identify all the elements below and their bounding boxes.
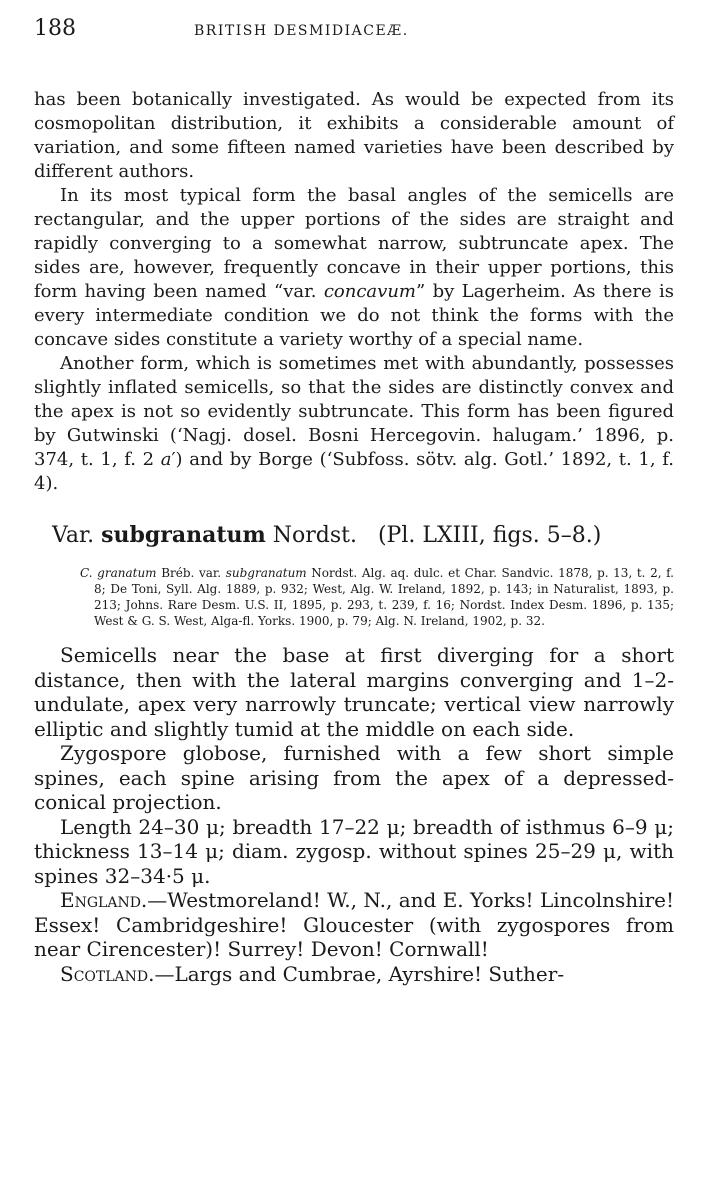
ref-variety-name: subgranatum (225, 566, 307, 580)
paragraph-typical-form (34, 184, 674, 352)
ref-species-name: C. granatum (80, 566, 157, 580)
localities-england: —Westmoreland! W., N., and E. Yorks! Lincolnshire! Essex! Cambridgeshire! Gloucester (with zygospores from near Cirencester)! Surrey! Devon! Cornwall! (34, 888, 674, 961)
region-label-england: England. (60, 888, 148, 912)
variety-heading (52, 520, 674, 551)
plate-reference: (Pl. LXIII, figs. 5–8.) (377, 523, 602, 548)
variety-author: Nordst. (272, 523, 357, 548)
zygospore-description: Zygospore globose, furnished with a few short simple spines, each spine arising from the apex of a depressed-conical projection. (34, 741, 674, 814)
paragraph-text: ′) and by Borge (‘Subfoss. sötv. alg. Gotl.’ 1892, t. 1, f. 4). (34, 449, 674, 494)
localities-scotland: —Largs and Cumbrae, Ayrshire! Suther- (154, 961, 565, 986)
running-title: BRITISH DESMIDIACEÆ. (194, 23, 409, 39)
variety-prefix: Var. (52, 523, 95, 548)
paragraph-text: Another form, which is sometimes met with abundantly, possesses slightly inflated semicells, so that the sides are distinctly convex and the apex is not so evidently subtruncate. This form has been figured by Gutwinski (‘Nagj. dosel. Bosni Hercegovin. halugam.’ 1896, p. 374, t. 1, f. 2 (34, 353, 674, 470)
distribution-england (34, 888, 674, 962)
paragraph-text: In its most typical form the basal angles of the semicells are rectangular, and the upper portions of the sides are straight and rapidly converging to a somewhat narrow, subtruncate apex. The sides are, however, frequently concave in their upper portions, this form having been named “var. (34, 185, 674, 302)
bibliographic-references (80, 565, 674, 629)
paragraph-text: ” by Lagerheim. As there is every intermediate condition we do not think the forms with the concave sides constitute a variety worthy of a special name. (34, 281, 674, 350)
ref-text: Nordst. Alg. aq. dulc. et Char. Sandvic. 1878, p. 13, t. 2, f. 8; De Toni, Syll. Alg. 1889, p. 932; West, Alg. W. Ireland, 1892, p. 143; in Naturalist, 1893, p. 213; Johns. Rare Desm. U.S. II, 1895, p. 293, t. 239, f. 16; Nordst. Index Desm. 1896, p. 135; West & G. S. West, Alga-fl. Yorks. 1900, p. 79; Alg. N. Ireland, 1902, p. 32. (94, 566, 674, 628)
paragraph-inflated-form (34, 352, 674, 496)
paragraph-text: has been botanically investigated. As would be expected from its cosmopolitan distribution, it exhibits a considerable amount of variation, and some fifteen named varieties have been described by different authors. (34, 89, 674, 182)
paragraph-continuation (34, 88, 674, 184)
italic-variety-name: concavum (323, 281, 416, 302)
page-number: 188 (34, 16, 76, 41)
italic-figure-letter: a (160, 449, 172, 470)
semicells-description: Semicells near the base at first diverging for a short distance, then with the lateral margins converging and 1–2-undulate, apex very narrowly truncate; vertical view narrowly elliptic and slightly tumid at the middle on each side. (34, 643, 674, 741)
distribution-scotland (34, 962, 674, 987)
ref-text: Bréb. var. (156, 566, 226, 580)
variety-name: subgranatum (101, 522, 266, 548)
page-header (34, 16, 674, 56)
book-page (34, 16, 674, 986)
measurements: Length 24–30 μ; breadth 17–22 μ; breadth of isthmus 6–9 μ; thickness 13–14 μ; diam. zygosp. without spines 25–29 μ, with spines 32–34·5 μ. (34, 814, 674, 888)
region-label-scotland: Scotland. (60, 961, 155, 986)
